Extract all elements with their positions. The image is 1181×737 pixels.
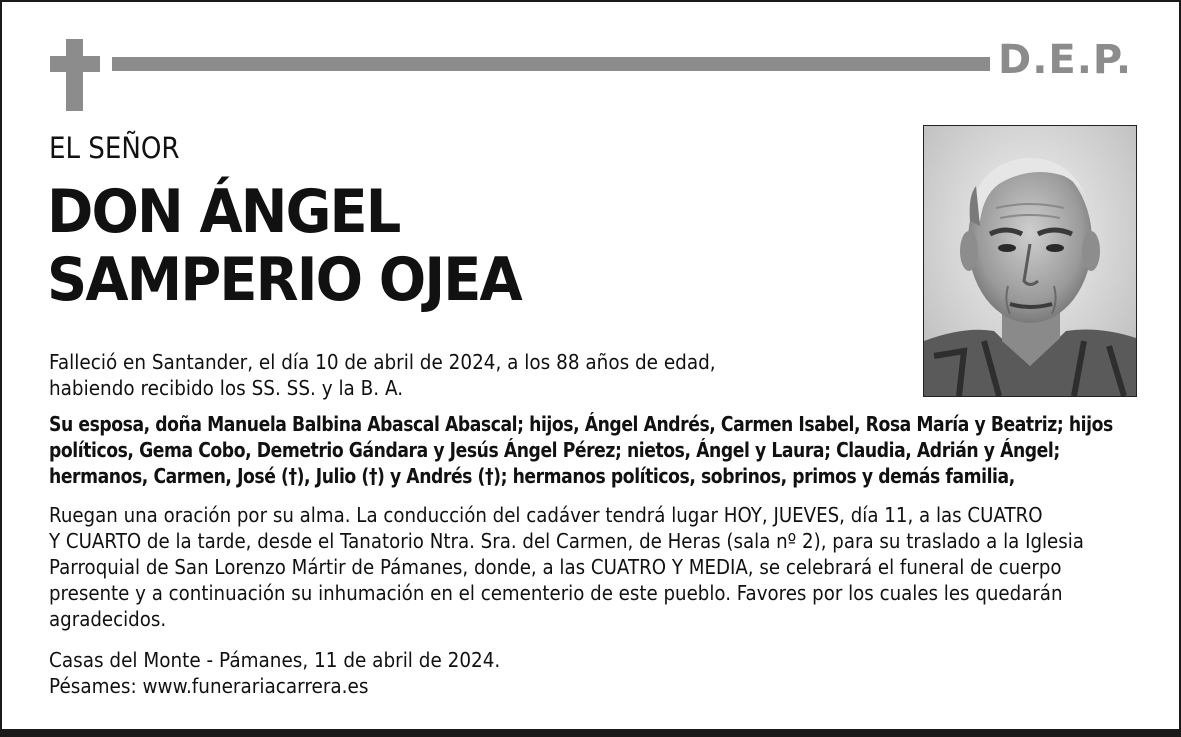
service-line: Ruegan una oración por su alma. La conducción del cadáver tendrá lugar HOY, JUEVES, día 11, a las CUATRO [49, 503, 1043, 527]
intro-title: EL SEÑOR [49, 131, 180, 165]
name-line-1: DON ÁNGEL [47, 177, 400, 247]
family-line: hermanos, Carmen, José (†), Julio (†) y Andrés (†); hermanos políticos, sobrinos, primos y demás familia, [49, 464, 1015, 488]
condolences-link[interactable]: Pésames: www.funerariacarrera.es [49, 674, 369, 698]
family-list [49, 411, 1113, 489]
death-notice-line: habiendo recibido los SS. SS. y la B. A. [49, 376, 404, 400]
cross-icon [50, 39, 100, 111]
service-line: agradecidos. [49, 607, 167, 631]
portrait-photo [923, 125, 1137, 397]
family-line: políticos, Gema Cobo, Demetrio Gándara y Jesús Ángel Pérez; nietos, Ángel y Laura; Claudia, Adrián y Ángel; [49, 438, 1060, 462]
death-notice-line: Falleció en Santander, el día 10 de abril de 2024, a los 88 años de edad, [49, 350, 716, 374]
footer [49, 647, 1052, 699]
service-details [49, 502, 1118, 632]
service-line: Y CUARTO de la tarde, desde el Tanatorio Ntra. Sra. del Carmen, de Heras (sala nº 2), para su traslado a la Iglesia [49, 529, 1084, 553]
header-rule [112, 57, 990, 71]
deceased-name [47, 178, 521, 314]
name-line-2: SAMPERIO OJEA [47, 245, 521, 315]
family-line: Su esposa, doña Manuela Balbina Abascal Abascal; hijos, Ángel Andrés, Carmen Isabel, Rosa María y Beatriz; hijos [49, 412, 1113, 436]
death-notice [49, 349, 748, 401]
dep-tag: D.E.P. [998, 37, 1133, 83]
place-date: Casas del Monte - Pámanes, 11 de abril de 2024. [49, 648, 501, 672]
service-line: Parroquial de San Lorenzo Mártir de Pámanes, donde, a las CUATRO Y MEDIA, se celebrará el funeral de cuerpo [49, 555, 1062, 579]
service-line: presente y a continuación su inhumación en el cementerio de este pueblo. Favores por los cuales les quedarán [49, 581, 1063, 605]
